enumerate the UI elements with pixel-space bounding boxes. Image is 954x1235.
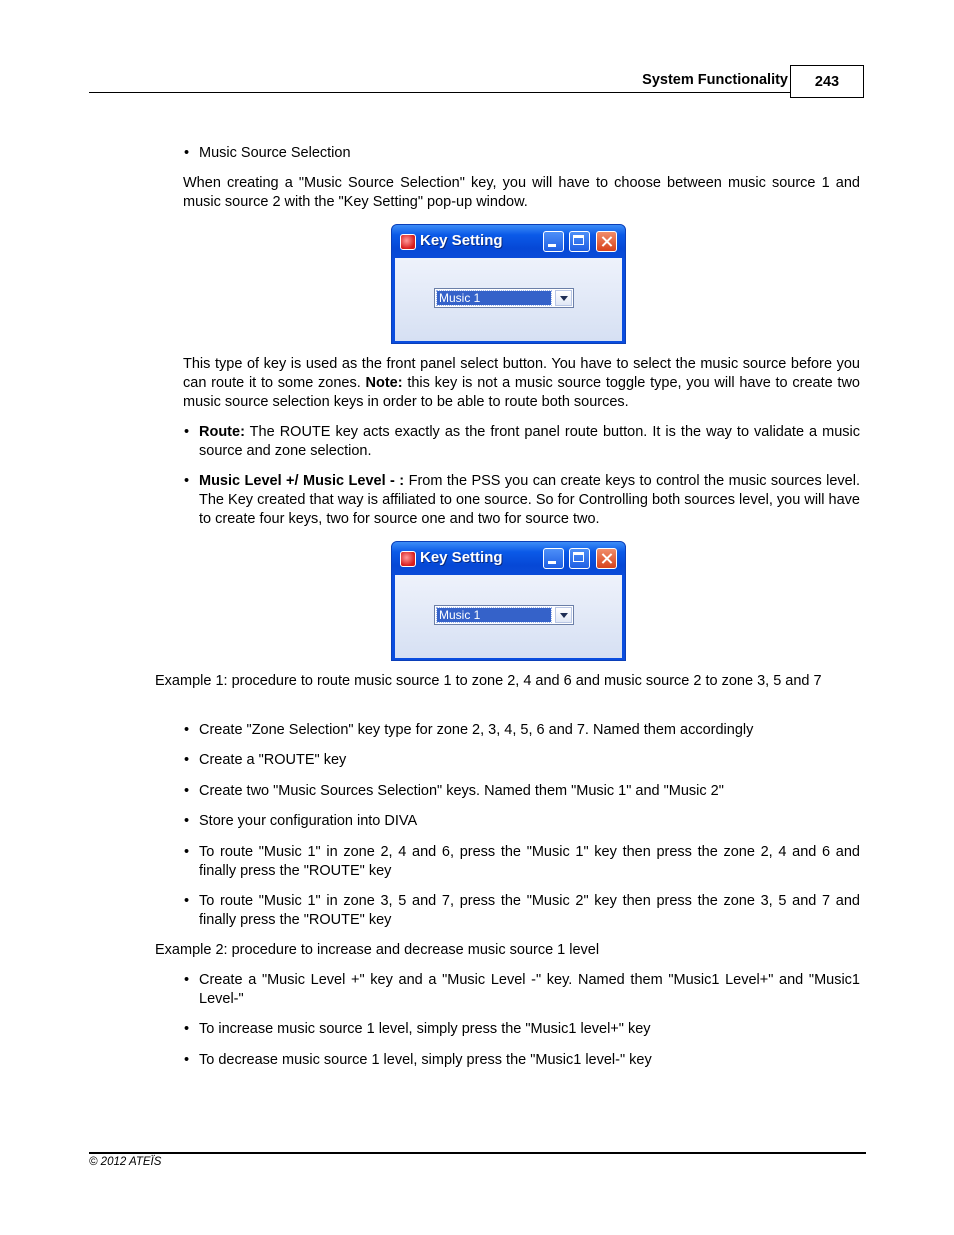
list-item bbox=[184, 812, 860, 831]
list-item bbox=[184, 971, 860, 1009]
dialog-titlebar[interactable] bbox=[392, 542, 625, 575]
list-item-text: To route "Music 1" in zone 2, 4 and 6, press the "Music 1" key then press the zone 2, 4 and 6 and finally press the "ROUTE" key bbox=[199, 844, 860, 879]
list-item-text: Create "Zone Selection" key type for zone 2, 3, 4, 5, 6 and 7. Named them accordingly bbox=[199, 722, 754, 738]
para-creating: When creating a "Music Source Selection" key, you will have to choose between music source 1 and music source 2 with the "Key Setting" pop-up window. bbox=[183, 175, 860, 210]
section-title: System Functionality bbox=[642, 72, 788, 88]
music-source-dropdown[interactable] bbox=[434, 288, 574, 308]
bullet-dot: • bbox=[184, 145, 190, 161]
chevron-down-icon[interactable] bbox=[555, 607, 572, 623]
list-item bbox=[184, 1051, 860, 1070]
route-label: Route: bbox=[199, 424, 245, 440]
list-item bbox=[184, 721, 860, 740]
bullet-dot: • bbox=[184, 972, 190, 988]
music-level-label: Music Level +/ Music Level - : bbox=[199, 473, 405, 489]
list-item-text: Create a "ROUTE" key bbox=[199, 752, 347, 768]
list-item-text: To increase music source 1 level, simply press the "Music1 level+" key bbox=[199, 1021, 651, 1037]
bullet-route bbox=[184, 423, 860, 461]
bullet-dot: • bbox=[184, 1052, 190, 1068]
dropdown-value: Music 1 bbox=[437, 608, 551, 622]
bullet-text: Music Source Selection bbox=[199, 145, 351, 161]
dialog-title: Key Setting bbox=[420, 232, 503, 249]
dropdown-value: Music 1 bbox=[437, 291, 551, 305]
bullet-dot: • bbox=[184, 752, 190, 768]
bullet-dot: • bbox=[184, 813, 190, 829]
footer-rule bbox=[89, 1152, 866, 1154]
list-item bbox=[184, 1020, 860, 1039]
close-icon[interactable] bbox=[596, 548, 617, 569]
dialog-titlebar[interactable] bbox=[392, 225, 625, 258]
key-setting-dialog bbox=[391, 224, 626, 344]
bullet-dot: • bbox=[184, 1021, 190, 1037]
minimize-icon[interactable] bbox=[543, 548, 564, 569]
para-text: This type of key is used as the front panel select button. You have to select the music source before you can route it to some zones. bbox=[183, 356, 860, 391]
dialog-client bbox=[395, 258, 622, 341]
maximize-icon[interactable] bbox=[569, 548, 590, 569]
bullet-dot: • bbox=[184, 424, 190, 440]
bullet-dot: • bbox=[184, 783, 190, 799]
bullet-music-level bbox=[184, 472, 860, 529]
list-item bbox=[184, 751, 860, 770]
list-item-text: Create a "Music Level +" key and a "Music Level -" key. Named them "Music1 Level+" and "Music1 Level-" bbox=[199, 972, 860, 1007]
bullet-music-source bbox=[184, 144, 861, 163]
page-number: 243 bbox=[790, 65, 864, 98]
example-2-heading: Example 2: procedure to increase and decrease music source 1 level bbox=[155, 942, 600, 958]
music-level-text: From the PSS you can create keys to control the music sources level. The Key created that way is affiliated to one source. So for Controlling both sources level, you will have to create four keys, two for source one and two for source two. bbox=[199, 473, 860, 527]
list-item bbox=[184, 892, 860, 930]
close-icon[interactable] bbox=[596, 231, 617, 252]
route-text: The ROUTE key acts exactly as the front panel route button. It is the way to validate a music source and zone selection. bbox=[199, 424, 860, 459]
bullet-dot: • bbox=[184, 893, 190, 909]
app-icon bbox=[400, 551, 416, 567]
note-label: Note: bbox=[365, 375, 403, 391]
example-1-heading: Example 1: procedure to route music source 1 to zone 2, 4 and 6 and music source 2 to zone 3, 5 and 7 bbox=[155, 673, 822, 689]
para-key-type bbox=[183, 355, 860, 412]
minimize-icon[interactable] bbox=[543, 231, 564, 252]
list-item-text: Store your configuration into DIVA bbox=[199, 813, 418, 829]
dialog-client bbox=[395, 575, 622, 658]
list-item-text: Create two "Music Sources Selection" keys. Named them "Music 1" and "Music 2" bbox=[199, 783, 724, 799]
bullet-dot: • bbox=[184, 722, 190, 738]
maximize-icon[interactable] bbox=[569, 231, 590, 252]
bullet-dot: • bbox=[184, 473, 190, 489]
dialog-title: Key Setting bbox=[420, 549, 503, 566]
list-item bbox=[184, 782, 860, 801]
header-rule bbox=[89, 92, 791, 93]
list-item bbox=[184, 843, 860, 881]
bullet-dot: • bbox=[184, 844, 190, 860]
app-icon bbox=[400, 234, 416, 250]
list-item-text: To route "Music 1" in zone 3, 5 and 7, press the "Music 2" key then press the zone 3, 5 and 7 and finally press the "ROUTE" key bbox=[199, 893, 860, 928]
chevron-down-icon[interactable] bbox=[555, 290, 572, 306]
footer-copyright: © 2012 ATEÏS bbox=[89, 1156, 162, 1168]
music-source-dropdown[interactable] bbox=[434, 605, 574, 625]
para-text: this key is not a music source toggle type, you will have to create two music source selection keys in order to be able to route both sources. bbox=[183, 375, 860, 410]
key-setting-dialog bbox=[391, 541, 626, 661]
list-item-text: To decrease music source 1 level, simply press the "Music1 level-" key bbox=[199, 1052, 652, 1068]
